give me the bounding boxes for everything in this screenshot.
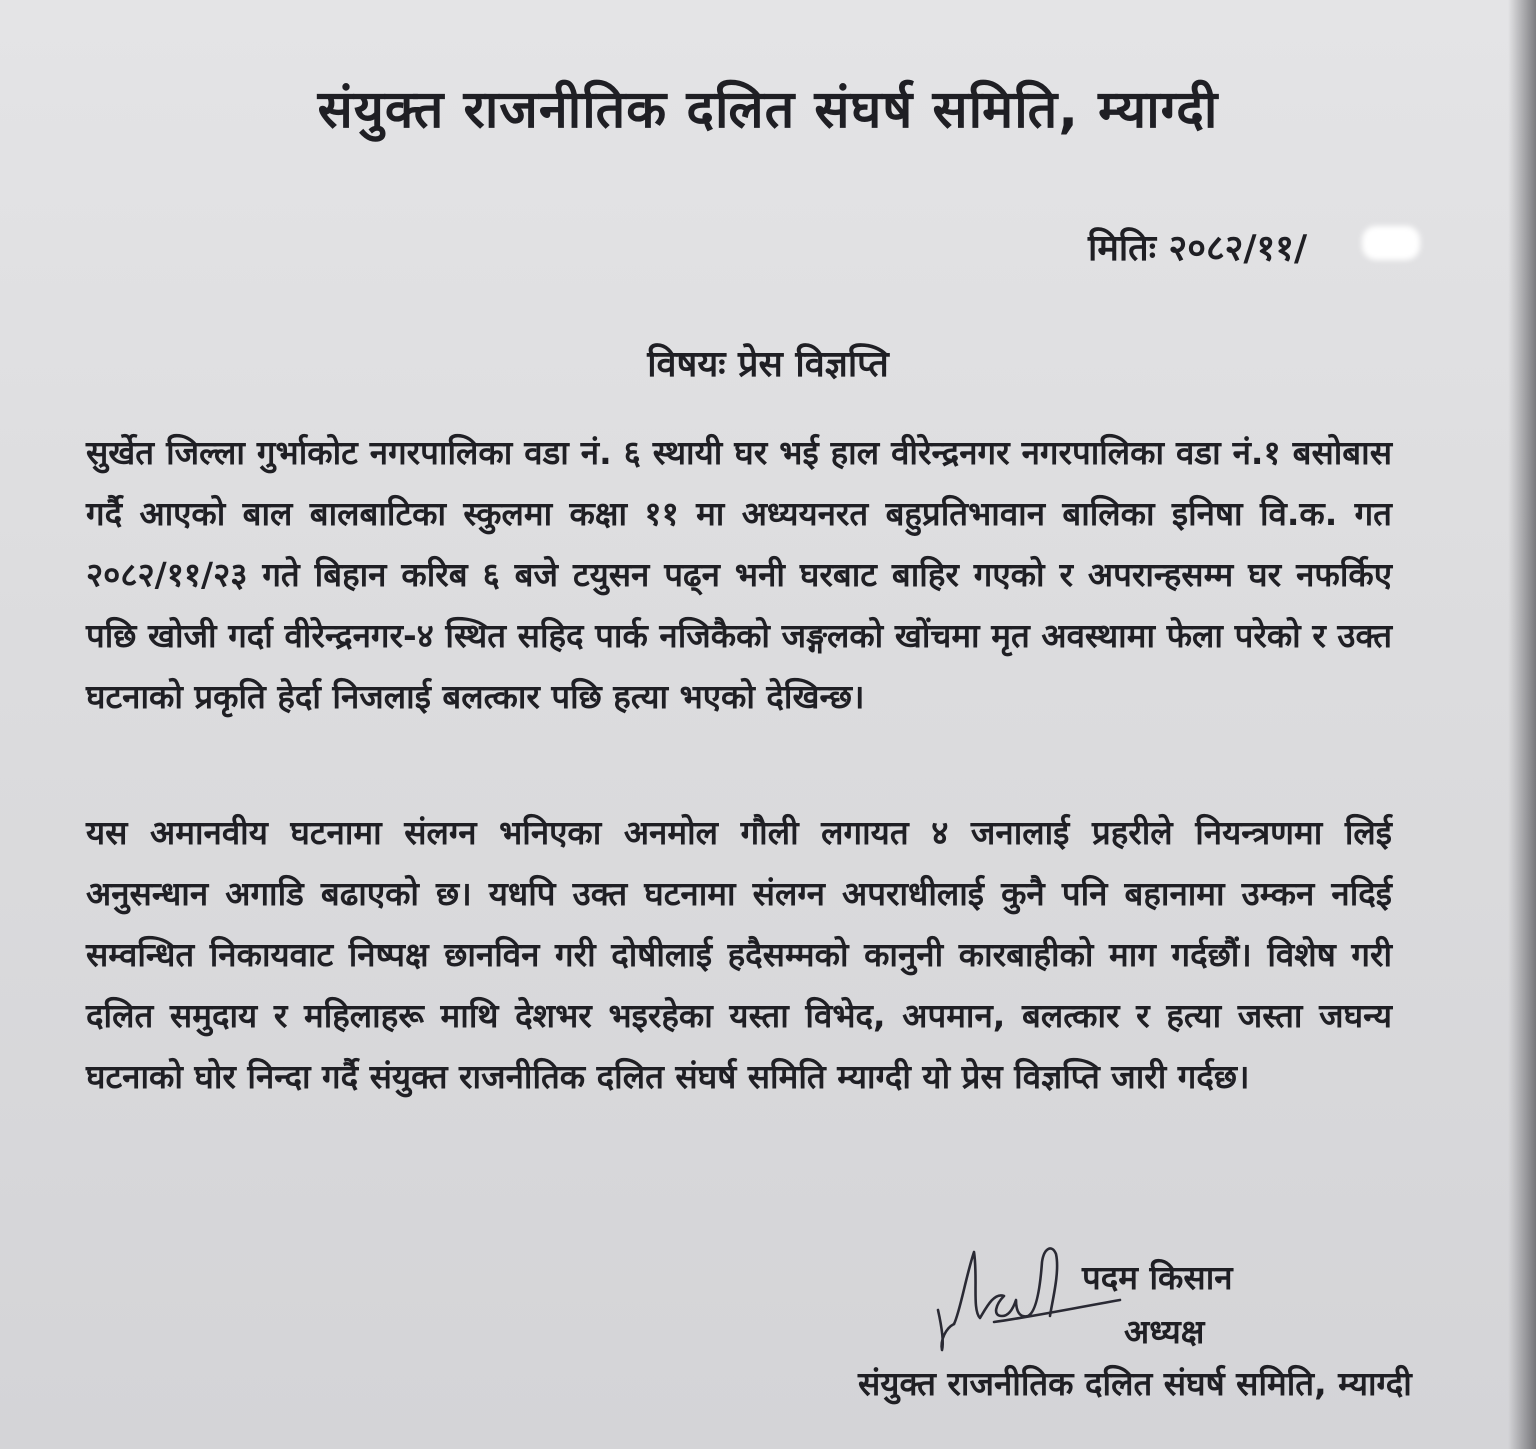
date-line: मितिः २०८२/११/ [1088, 228, 1308, 269]
body-paragraph-1: सुर्खेत जिल्ला गुर्भाकोट नगरपालिका वडा नं. ६ स्थायी घर भई हाल वीरेन्द्रनगर नगरपालिका वडा नं.१ बसोबास गर्दै आएको बाल बालबाटिका स्कुलमा कक्षा ११ मा अध्ययनरत बहुप्रतिभावान बालिका इनिषा वि.क. गत २०८२/११/२३ गते बिहान करिब ६ बजे टयुसन पढ्न भनी घरबाट बाहिर गएको र अपरान्हसम्म घर नफर्किए पछि खोजी गर्दा वीरेन्द्रनगर-४ स्थित सहिद पार्क नजिकैको जङ्गलको खोंचमा मृत अवस्थामा फेला परेको र उक्त घटनाको प्रकृति हेर्दा निजलाई बलत्कार पछि हत्या भएको देखिन्छ। [86, 433, 1392, 716]
signatory-name: पदम किसान [1082, 1258, 1233, 1297]
body-paragraph-2: यस अमानवीय घटनामा संलग्न भनिएका अनमोल गौली लगायत ४ जनालाई प्रहरीले नियन्त्रणमा लिई अनुसन्धान अगाडि बढाएको छ। यधपि उक्त घटनामा संलग्न अपराधीलाई कुनै पनि बहानामा उम्कन नदिई सम्वन्धित निकायवाट निष्पक्ष छानविन गरी दोषीलाई हदैसम्मको कानुनी कारबाहीको माग गर्दछौं। विशेष गरी दलित समुदाय र महिलाहरू माथि देशभर भइरहेका यस्ता विभेद, अपमान, बलत्कार र हत्या जस्ता जघन्य घटनाको घोर निन्दा गर्दै संयुक्त राजनीतिक दलित संघर्ष समिति म्याग्दी यो प्रेस विज्ञप्ति जारी गर्दछ। [86, 813, 1392, 1096]
date-redaction-mark [1362, 226, 1420, 260]
letterhead-title: संयुक्त राजनीतिक दलित संघर्ष समिति, म्याग्दी [317, 80, 1219, 140]
signatory-role: अध्यक्ष [1124, 1312, 1205, 1351]
subject-line: विषयः प्रेस विज्ञप्ति [647, 344, 889, 385]
page-edge-shadow [1508, 0, 1536, 1449]
signatory-organization: संयुक्त राजनीतिक दलित संघर्ष समिति, म्याग्दी [858, 1364, 1412, 1403]
